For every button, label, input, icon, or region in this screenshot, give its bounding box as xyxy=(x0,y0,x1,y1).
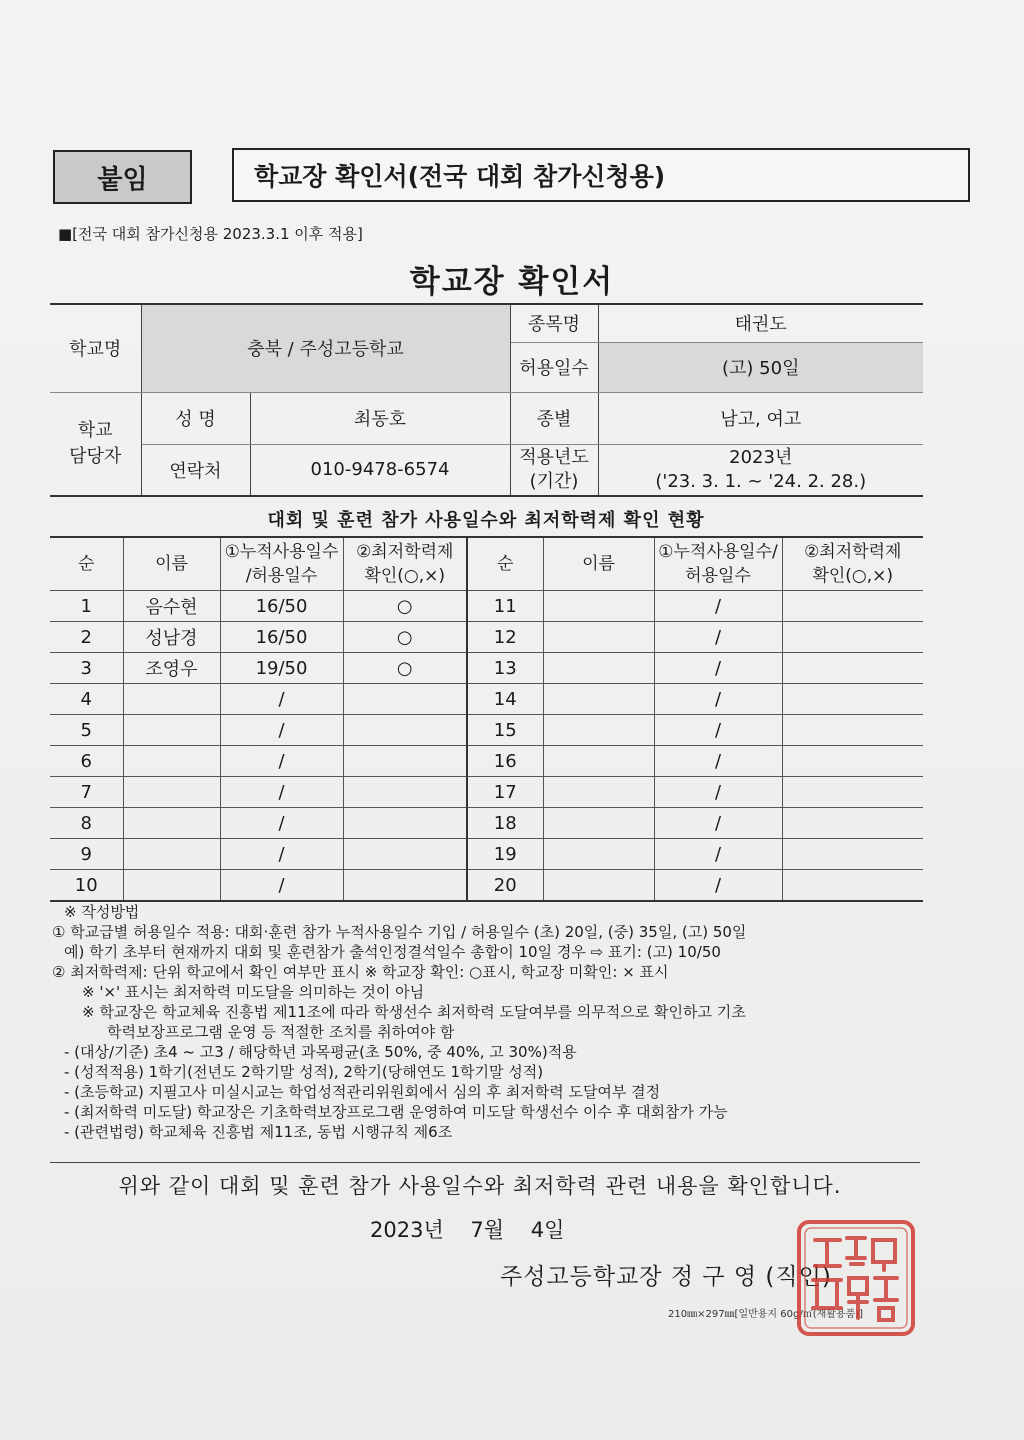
row-name xyxy=(123,746,220,777)
col-header-days-right: ①누적사용일수/ 허용일수 xyxy=(654,537,782,591)
row-check xyxy=(343,777,467,808)
row-name-right xyxy=(543,591,654,622)
row-days: / xyxy=(220,839,343,870)
date-month: 7월 xyxy=(470,1218,505,1242)
contact-value: 010-9478-6574 xyxy=(250,444,510,496)
page-title: 학교장 확인서 xyxy=(409,264,615,300)
table-row xyxy=(50,839,923,870)
row-days: / xyxy=(220,870,343,902)
year-label: 적용년도 (기간) xyxy=(510,444,598,496)
event-label: 종목명 xyxy=(510,304,598,342)
row-no-right: 14 xyxy=(467,684,543,715)
row-check-right xyxy=(782,684,923,715)
row-name xyxy=(123,839,220,870)
confirmation-statement: 위와 같이 대회 및 훈련 참가 사용일수와 최저학력 관련 내용을 확인합니다. xyxy=(118,1174,842,1198)
date-year: 2023년 xyxy=(370,1218,444,1242)
row-no: 10 xyxy=(50,870,123,902)
document-header-title: 학교장 확인서(전국 대회 참가신청용) xyxy=(232,148,970,202)
row-check xyxy=(343,684,467,715)
row-days-right: / xyxy=(654,715,782,746)
divider xyxy=(50,1162,920,1163)
row-name-right xyxy=(543,746,654,777)
col-header-name: 이름 xyxy=(123,537,220,591)
row-days-right: / xyxy=(654,870,782,902)
row-no-right: 16 xyxy=(467,746,543,777)
row-no: 8 xyxy=(50,808,123,839)
table-row xyxy=(50,591,923,622)
row-name: 음수현 xyxy=(123,591,220,622)
year-value: 2023년 xyxy=(729,446,793,468)
row-days: 16/50 xyxy=(220,622,343,653)
instructions xyxy=(52,902,932,1142)
row-no: 9 xyxy=(50,839,123,870)
manager-name-label: 성 명 xyxy=(141,392,250,444)
row-check-right xyxy=(782,715,923,746)
table-row xyxy=(50,653,923,684)
row-days-right: / xyxy=(654,839,782,870)
instruction-line: - (초등학교) 지필고사 미실시교는 학업성적관리위원회에서 심의 후 최저학력 도달여부 결정 xyxy=(64,1083,661,1101)
row-days-right: / xyxy=(654,746,782,777)
col-header-check: ②최저학력제 확인(○,×) xyxy=(343,537,467,591)
row-name-right xyxy=(543,715,654,746)
row-check: ○ xyxy=(343,653,467,684)
row-check-right xyxy=(782,746,923,777)
row-days: / xyxy=(220,684,343,715)
row-days: 19/50 xyxy=(220,653,343,684)
row-name-right xyxy=(543,684,654,715)
row-name xyxy=(123,684,220,715)
row-name-right xyxy=(543,870,654,902)
row-name xyxy=(123,870,220,902)
table-row xyxy=(50,746,923,777)
instruction-line: - (최저학력 미도달) 학교장은 기초학력보장프로그램 운영하여 미도달 학생선수 이수 후 대회참가 가능 xyxy=(64,1103,728,1121)
row-no-right: 18 xyxy=(467,808,543,839)
attachment-tag: 붙임 xyxy=(53,150,192,204)
row-check xyxy=(343,715,467,746)
instruction-line: ※ 학교장은 학교체육 진흥법 제11조에 따라 학생선수 최저학력 도달여부를 의무적으로 확인하고 기초 xyxy=(82,1003,746,1021)
row-check-right xyxy=(782,653,923,684)
row-check-right xyxy=(782,622,923,653)
col-header-check-right: ②최저학력제 확인(○,×) xyxy=(782,537,923,591)
row-days-right: / xyxy=(654,653,782,684)
row-no: 6 xyxy=(50,746,123,777)
instruction-line: ※ '×' 표시는 최저학력 미도달을 의미하는 것이 아님 xyxy=(82,983,425,1001)
allowed-days-value: (고) 50일 xyxy=(598,342,923,392)
row-days: 16/50 xyxy=(220,591,343,622)
row-days-right: / xyxy=(654,684,782,715)
instruction-line: - (성적적용) 1학기(전년도 2학기말 성적), 2학기(당해연도 1학기말 성적) xyxy=(64,1063,544,1081)
row-no: 7 xyxy=(50,777,123,808)
row-days-right: / xyxy=(654,622,782,653)
row-check-right xyxy=(782,808,923,839)
row-no-right: 20 xyxy=(467,870,543,902)
row-check xyxy=(343,839,467,870)
row-days-right: / xyxy=(654,591,782,622)
row-check-right xyxy=(782,777,923,808)
instruction-line: ① 학교급별 허용일수 적용: 대회·훈련 참가 누적사용일수 기입 / 허용일수 (초) 20일, (중) 35일, (고) 50일 xyxy=(52,923,747,941)
row-check-right xyxy=(782,839,923,870)
category-label: 종별 xyxy=(510,392,598,444)
instruction-line: ② 최저학력제: 단위 학교에서 확인 여부만 표시 ※ 학교장 확인: ○표시, 학교장 미확인: × 표시 xyxy=(52,963,669,981)
table-row xyxy=(50,684,923,715)
row-days: / xyxy=(220,715,343,746)
school-name-value: 충북 / 주성고등학교 xyxy=(141,304,510,392)
row-name: 성남경 xyxy=(123,622,220,653)
row-no: 2 xyxy=(50,622,123,653)
instruction-line: 예) 학기 초부터 현재까지 대회 및 훈련참가 출석인정결석일수 총합이 10일 경우 ⇨ 표기: (고) 10/50 xyxy=(64,943,721,961)
manager-label: 학교 담당자 xyxy=(50,392,141,496)
instruction-line: - (관련법령) 학교체육 진흥법 제11조, 동법 시행규칙 제6조 xyxy=(64,1123,453,1141)
row-no-right: 11 xyxy=(467,591,543,622)
col-header-days: ①누적사용일수 /허용일수 xyxy=(220,537,343,591)
row-no-right: 15 xyxy=(467,715,543,746)
row-name xyxy=(123,715,220,746)
year-cell xyxy=(598,444,923,496)
row-check-right xyxy=(782,591,923,622)
row-name-right xyxy=(543,653,654,684)
row-name-right xyxy=(543,777,654,808)
row-name-right xyxy=(543,622,654,653)
row-check xyxy=(343,808,467,839)
row-no: 4 xyxy=(50,684,123,715)
row-name-right xyxy=(543,808,654,839)
table-row xyxy=(50,622,923,653)
period-value: ('23. 3. 1. ~ '24. 2. 28.) xyxy=(655,470,867,492)
row-days: / xyxy=(220,808,343,839)
school-name-label: 학교명 xyxy=(50,304,141,392)
school-info-table xyxy=(50,303,923,497)
allowed-days-label: 허용일수 xyxy=(510,342,598,392)
issue-date xyxy=(370,1214,564,1244)
table-row xyxy=(50,715,923,746)
row-days: / xyxy=(220,746,343,777)
contact-label: 연락처 xyxy=(141,444,250,496)
row-name xyxy=(123,777,220,808)
row-no-right: 12 xyxy=(467,622,543,653)
row-check: ○ xyxy=(343,622,467,653)
row-no: 3 xyxy=(50,653,123,684)
table-row xyxy=(50,808,923,839)
row-days-right: / xyxy=(654,808,782,839)
row-check-right xyxy=(782,870,923,902)
manager-name-value: 최동호 xyxy=(250,392,510,444)
official-seal-icon xyxy=(795,1218,917,1338)
roster-table xyxy=(50,536,923,902)
row-no-right: 13 xyxy=(467,653,543,684)
paper-spec: 210㎜×297㎜[일반용지 60g/㎡(재활용품)] xyxy=(668,1309,864,1320)
col-header-name-right: 이름 xyxy=(543,537,654,591)
date-day: 4일 xyxy=(530,1218,565,1242)
row-no: 1 xyxy=(50,591,123,622)
row-no-right: 19 xyxy=(467,839,543,870)
row-no-right: 17 xyxy=(467,777,543,808)
row-check xyxy=(343,746,467,777)
row-days-right: / xyxy=(654,777,782,808)
table-row xyxy=(50,870,923,902)
row-no: 5 xyxy=(50,715,123,746)
row-name xyxy=(123,808,220,839)
event-value: 태권도 xyxy=(598,304,923,342)
row-name-right xyxy=(543,839,654,870)
section-title: 대회 및 훈련 참가 사용일수와 최저학력제 확인 현황 xyxy=(267,510,705,531)
row-check xyxy=(343,870,467,902)
instruction-line: 학력보장프로그램 운영 등 적절한 조치를 취하여야 함 xyxy=(107,1023,455,1041)
row-days: / xyxy=(220,777,343,808)
row-name: 조영우 xyxy=(123,653,220,684)
col-header-no-right: 순 xyxy=(467,537,543,591)
table-row xyxy=(50,777,923,808)
row-check: ○ xyxy=(343,591,467,622)
apply-note: ■[전국 대회 참가신청용 2023.3.1 이후 적용] xyxy=(58,225,363,243)
instructions-heading: ※ 작성방법 xyxy=(64,903,140,921)
col-header-no: 순 xyxy=(50,537,123,591)
signatory: 주성고등학교장 정 구 영 (직인) xyxy=(500,1264,832,1290)
instruction-line: - (대상/기준) 초4 ~ 고3 / 해당학년 과목평균(초 50%, 중 40%, 고 30%)적용 xyxy=(64,1043,577,1061)
category-value: 남고, 여고 xyxy=(598,392,923,444)
